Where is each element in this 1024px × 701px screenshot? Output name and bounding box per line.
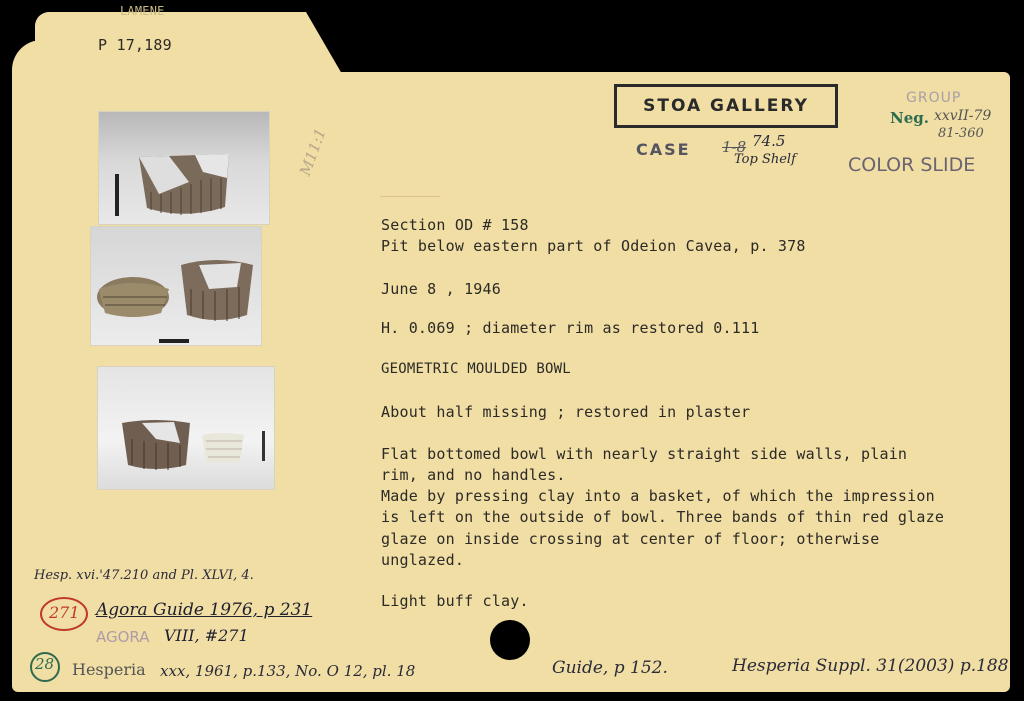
agora-viii-ref: VIII, #271 [164, 626, 249, 645]
faint-tab-text: LAMENE [120, 4, 165, 18]
description-line-2: rim, and no handles. [381, 466, 566, 484]
guide-ref: Guide, p 152. [552, 658, 668, 678]
hesperia-plate-ref: Hesp. xvi.'47.210 and Pl. XLVI, 4. [34, 568, 254, 583]
description-line-5: glaze on inside crossing at center of floor; otherwise [381, 530, 880, 548]
hesperia-print: Hesperia [72, 660, 146, 679]
case-shelf: Top Shelf [734, 152, 796, 167]
record-date: June 8 , 1946 [381, 280, 501, 298]
record-section: Section OD # 158 [381, 216, 529, 234]
neg-numbers-2: 81-360 [938, 126, 984, 141]
color-slide-stamp: COLOR SLIDE [848, 154, 976, 176]
neg-numbers: xxvII-79 [934, 108, 992, 124]
agora-guide-ref: Agora Guide 1976, p 231 [96, 600, 313, 620]
photo-bowl-profile [98, 111, 270, 225]
card-tab-edge [282, 12, 342, 74]
description-line-1: Flat bottomed bowl with nearly straight side walls, plain [381, 445, 908, 463]
pencil-note: M11:1 [296, 125, 330, 179]
description-line-3: Made by pressing clay into a basket, of which the impression [381, 487, 935, 505]
record-clay: Light buff clay. [381, 592, 529, 610]
neg-label: Neg. [890, 109, 929, 127]
case-stamp: CASE [636, 140, 691, 159]
group-stamp: GROUP [906, 90, 962, 106]
record-condition: About half missing ; restored in plaster [381, 403, 751, 421]
inventory-number: P 17,189 [98, 36, 172, 54]
record-title: GEOMETRIC MOULDED BOWL [381, 361, 571, 377]
record-findspot: Pit below eastern part of Odeion Cavea, p. 378 [381, 237, 806, 255]
agora-viii-prefix: AGORA [96, 628, 150, 646]
hesperia-suppl-ref: Hesperia Suppl. 31(2003) p.188 [732, 656, 1009, 676]
photo-bowl-side [97, 366, 275, 490]
stoa-gallery-stamp: STOA GALLERY [614, 84, 838, 128]
bottom-circle-number: 28 [35, 655, 55, 673]
description-line-4: is left on the outside of bowl. Three bands of thin red glaze [381, 508, 945, 526]
photo-bowl-and-basket [90, 226, 262, 346]
case-number: 74.5 [752, 132, 786, 150]
agora-guide-number: 271 [49, 603, 80, 622]
punch-hole [490, 620, 530, 660]
case-strike: 1-8 [722, 138, 747, 156]
record-dimensions: H. 0.069 ; diameter rim as restored 0.111 [381, 319, 760, 337]
description-line-6: unglazed. [381, 551, 465, 569]
hesperia-hand-ref: xxx, 1961, p.133, No. O 12, pl. 18 [160, 662, 416, 680]
